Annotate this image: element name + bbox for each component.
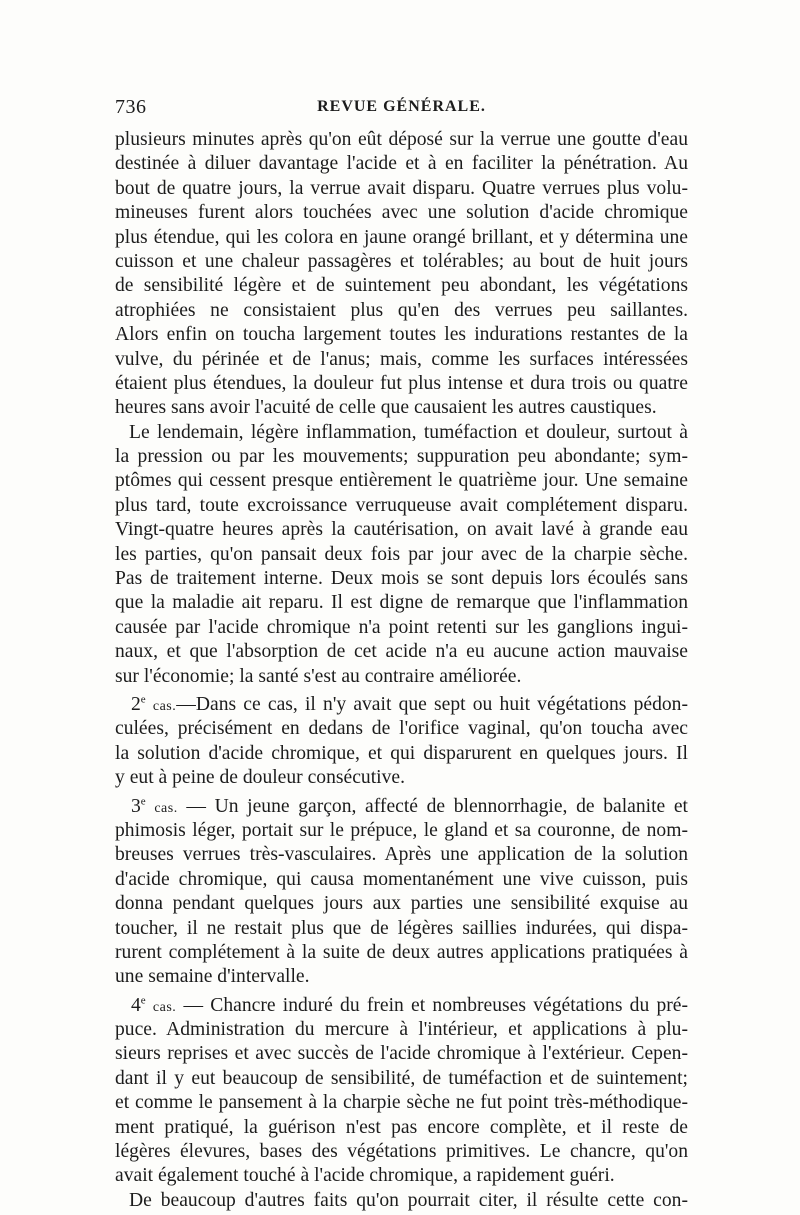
text-line: étaient plus étendues, la douleur fut plus intense et dura trois ou quatre [115,372,688,394]
text-line: une semaine d'intervalle. [115,966,310,988]
text-line: culées, précisément en dedans de l'orifice vaginal, qu'on toucha avec [115,718,688,740]
text-line: puce. Administration du mercure à l'intérieur, et applications à plu- [115,1019,688,1041]
text-line: Alors enfin on toucha largement toutes les indurations restantes de la [115,324,688,346]
text-line: ment pratiqué, la guérison n'est pas encore complète, et il reste de [115,1116,688,1138]
text-line: et comme le pansement à la charpie sèche ne fut point très-méthodique- [115,1092,688,1114]
body-text [115,128,688,1213]
text-line: que la maladie ait reparu. Il est digne de remarque que l'inflammation [115,592,688,614]
text-line: vulve, du périnée et de l'anus; mais, comme les surfaces intéressées [115,348,688,370]
text-line: De beaucoup d'autres faits qu'on pourrait citer, il résulte cette con- [129,1189,688,1211]
text-line: d'acide chromique, qui causa momentanément une vive cuisson, puis [115,868,688,890]
paragraph [115,421,688,689]
page-header [115,96,688,120]
text-line: toucher, il ne restait plus que de légères saillies indurées, qui dispa- [115,917,688,939]
case-text: — Chancre induré du frein et nombreuses végétations du pré- [176,994,688,1016]
text-line [115,994,688,1018]
text-line: la solution d'acide chromique, et qui disparurent en quelques jours. Il [115,742,688,764]
case-text: —Dans ce cas, il n'y avait que sept ou huit végétations pédon- [176,693,688,715]
case-suffix: e [140,693,146,706]
text-line: destinée à diluer davantage l'acide et à en faciliter la pénétration. Au [115,153,688,175]
text-line: Pas de traitement interne. Deux mois se sont depuis lors écoulés sans [115,568,688,590]
text-line: y eut à peine de douleur consécutive. [115,767,405,789]
case-number: 3 [131,795,141,817]
case-paragraph [115,693,688,791]
case-number: 4 [131,994,141,1016]
text-line: la pression ou par les mouvements; suppuration peu abondante; sym- [115,446,688,468]
text-line: plusieurs minutes après qu'on eût déposé sur la verrue une goutte d'eau [115,129,688,150]
text-line: cuisson et une chaleur passagères et tolérables; au bout de huit jours [115,250,688,272]
text-line: Le lendemain, légère inflammation, tuméfaction et douleur, surtout à [129,421,688,443]
text-line: légères élevures, bases des végétations primitives. Le chancre, qu'on [115,1141,688,1163]
text-line: ptômes qui cessent presque entièrement le quatrième jour. Une semaine [115,470,688,492]
text-line: rurent complétement à la suite de deux autres applications pratiquées à [115,941,688,963]
text-line: bout de quatre jours, la verrue avait disparu. Quatre verrues plus volu- [115,177,688,199]
case-paragraph [115,795,688,990]
case-label: cas. [152,999,177,1015]
case-text: — Un jeune garçon, affecté de blennorrhagie, de balanite et [177,795,688,817]
text-line: phimosis léger, portait sur le prépuce, le gland et sa couronne, de nom- [115,819,688,841]
text-line: les parties, qu'on pansait deux fois par jour avec de la charpie sèche. [115,543,688,565]
text-line: mineuses furent alors touchées avec une solution d'acide chromique [115,202,688,224]
text-line: causée par l'acide chromique n'a point retenti sur les ganglions ingui- [115,616,688,638]
text-line: heures sans avoir l'acuité de celle que causaient les autres caustiques. [115,397,657,419]
paragraph [115,1189,688,1213]
case-suffix: e [140,994,146,1007]
running-head: REVUE GÉNÉRALE. [317,98,486,115]
text-line: plus tard, toute excroissance verruqueuse avait complétement disparu. [115,494,688,516]
case-label: cas. [154,800,178,816]
text-line: breuses verrues très-vasculaires. Après une application de la solution [115,844,688,866]
case-suffix: e [140,795,146,808]
text-line: atrophiées ne consistaient plus qu'en des verrues peu saillantes. [115,299,688,321]
text-line: Vingt-quatre heures après la cautérisation, on avait lavé à grande eau [115,519,688,541]
text-line [115,795,688,819]
text-line: sieurs reprises et avec succès de l'acide chromique à l'extérieur. Cepen- [115,1043,688,1065]
case-paragraph [115,994,688,1189]
text-line: de sensibilité légère et de suintement peu abondant, les végétations [115,275,688,297]
text-line: sur l'économie; la santé s'est au contraire améliorée. [115,665,522,687]
case-number: 2 [131,693,141,715]
paragraph [115,128,688,421]
text-line: dant il y eut beaucoup de sensibilité, de tuméfaction et de suintement; [115,1067,688,1089]
text-line [115,693,688,717]
page-number: 736 [115,96,147,118]
text-line: naux, et que l'absorption de cet acide n'a eu aucune action mauvaise [115,641,688,663]
text-line: plus étendue, qui les colora en jaune orangé brillant, et y détermina une [115,226,688,248]
text-line: avait également touché à l'acide chromique, a rapidement guéri. [115,1165,615,1187]
case-label: cas. [152,698,177,714]
text-line: donna pendant quelques jours aux parties une sensibilité exquise au [115,893,688,915]
